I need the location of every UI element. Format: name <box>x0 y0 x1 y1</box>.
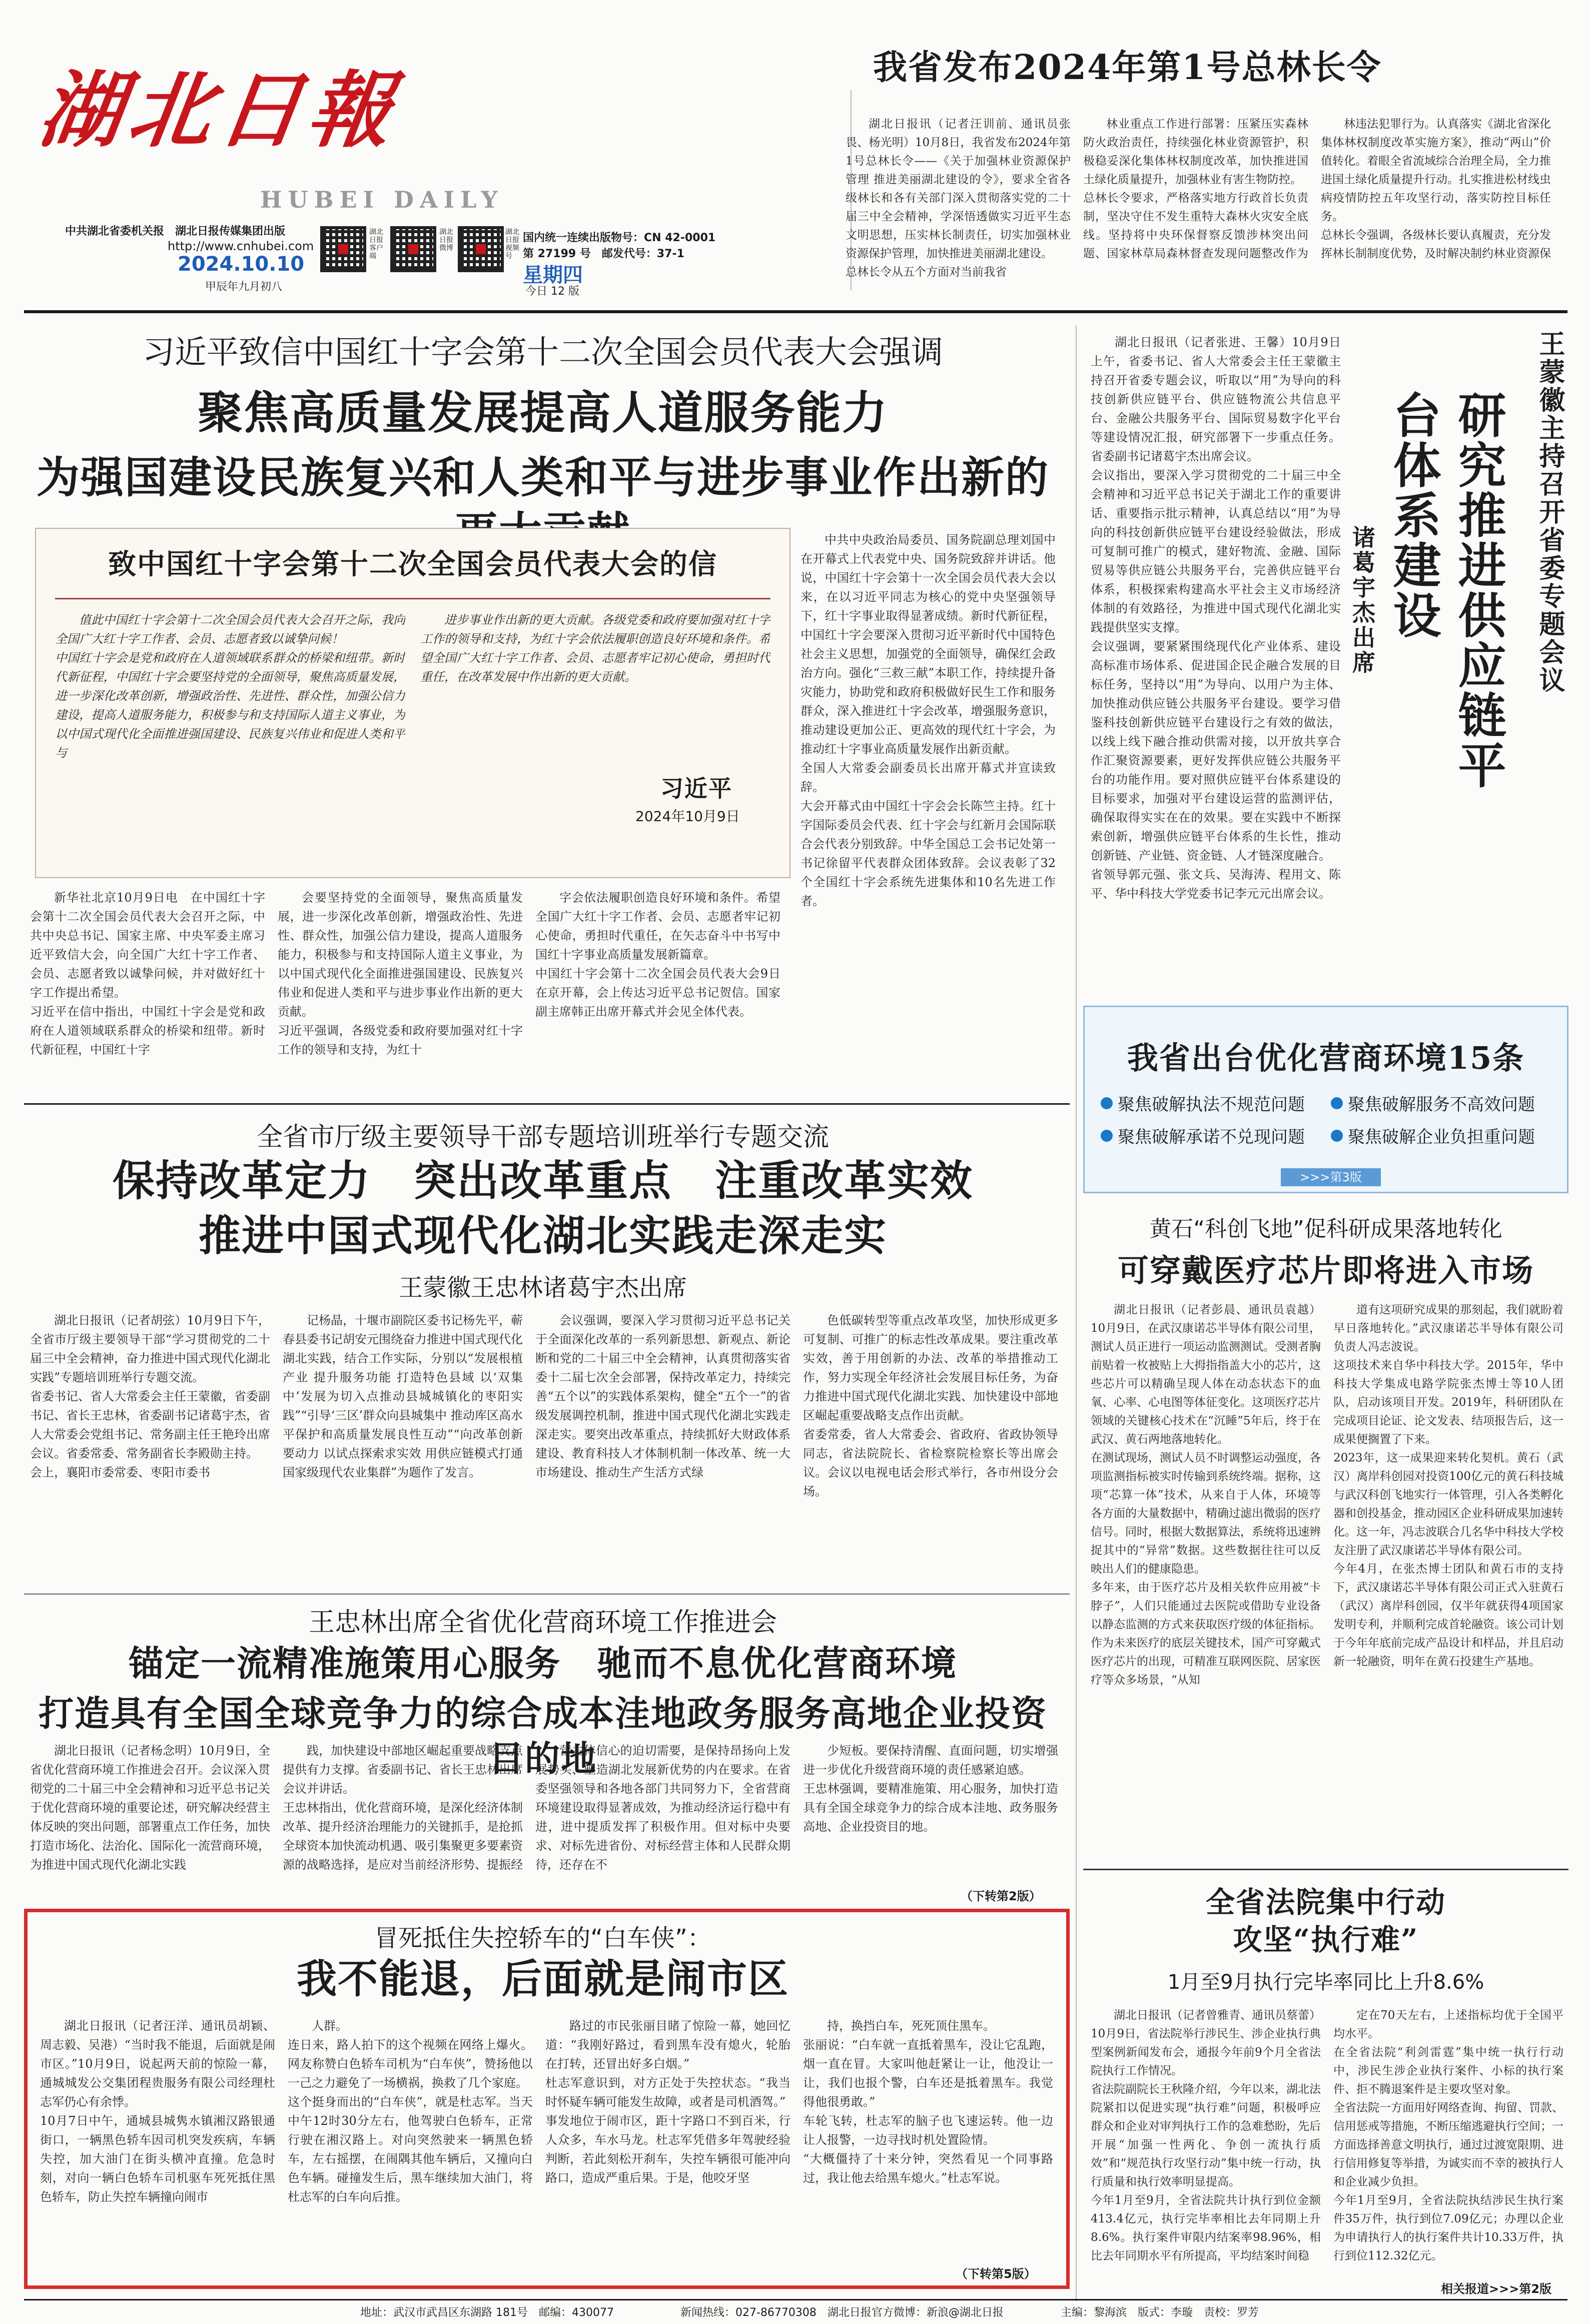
letter-signature: 习近平 <box>660 775 732 802</box>
meeting-col-2: 践，加快建设中部地区崛起重要战略支点提供有力支撑。省委副书记、省长王忠林出席会议并讲话。 王忠林指出，优化营商环境，是深化经济体制改革、提升经济治理能力的关键抓手，是抢抓全球资本加快流动机遇、吸引集聚更多要素资源的战略选择，是应对当前经济形势、提振经 <box>283 1744 523 1872</box>
cadre-col-4: 色低碳转型等重点改革攻坚，加快形成更多可复制、可推广的标志性改革成果。要注重改革实效，善于用创新的办法、改革的举措推动工作，努力实现全年经济社会发展目标任务，为奋力推进中国式现代化湖北实践、加快建设中部地区崛起重要战略支点作出贡献。 省委常委，省人大常委会、省政府、省政协领导同志，省法院院长、省检察院检察长等出席会议。会议以电视电话会形式举行，各市州设分会场。 <box>803 1313 1058 1498</box>
lead-headline-1: 聚焦高质量发展提高人道服务能力 <box>198 386 888 439</box>
meeting-headline-2: 打造具有全国全球竞争力的综合成本洼地政务服务高地企业投资目的地 <box>39 1693 1047 1779</box>
forest-col-1: 湖北日报讯（记者汪训前、通讯员张畏、杨光明）10月8日，我省发布2024年第1号总林长令——《关于加强林业资源保护管理 推进美丽湖北建设的令》，要求全省各级林长和各有关部门深入贯彻落实党的二十届三中全会精神，学深悟透做实习近平生态文明思想，压实林长制责任，切实加强林业资源保护管理，加快推进美丽湖北建设。 总林长令从五个方面对当前我省 <box>846 118 1071 279</box>
footer-hotline: 新闻热线：027-86770308 湖北日报官方微博：新浪@湖北日报 <box>680 2306 1004 2319</box>
xinhua-col-1: 新华社北京10月9日电 在中国红十字会第十二次全国会员代表大会召开之际，中共中央总书记、国家主席、中央军委主席习近平致信大会，向全国广大红十字工作者、会员、志愿者致以诚挚问候，并对做好红十字工作提出希望。 习近平在信中指出，中国红十字会是党和政府在人道领域联系群众的桥梁和纽带。新时代新征程，中国红十字 <box>30 891 265 1057</box>
qr-code-2[interactable] <box>390 226 436 272</box>
bullet-icon <box>1101 1097 1113 1109</box>
forest-headline: 我省发布2024年第1号总林长令 <box>873 48 1382 88</box>
business-jump[interactable]: >>>第3版 <box>1281 1168 1381 1186</box>
bullet-icon <box>1331 1130 1343 1142</box>
letter-date: 2024年10月9日 <box>635 808 740 825</box>
masthead-url[interactable]: http://www.cnhubei.com <box>168 239 314 253</box>
footer-address: 地址：武汉市武昌区东湖路 181号 邮编：430077 <box>360 2306 614 2319</box>
masthead-logo: 湖北日報 <box>33 62 405 159</box>
masthead-org: 中共湖北省委机关报 湖北日报传媒集团出版 <box>65 225 286 238</box>
bullet-icon <box>1331 1097 1343 1109</box>
meeting-headline-1: 锚定一流精准施策用心服务 驰而不息优化营商环境 <box>129 1643 957 1684</box>
xinhua-col-2: 会要坚持党的全面领导，聚焦高质量发展，进一步深化改革创新，增强政治性、先进性、群众性，加强公信力建设，提高人道服务能力，积极参与和支持国际人道主义事业，为以中国式现代化全面推进强国建设、民族复兴伟业和促进人类和平与进步事业作出新的更大贡献。 习近平强调，各级党委和政府要加强对红十字工作的领导和支持，为红十 <box>278 891 523 1057</box>
hero-col-4: 持，换挡白车，死死顶住黑车。 张丽说：“白车就一直抵着黑车，没让它乱跑，烟一直在冒。大家叫他赶紧让一让，他没让一让，我们也报个警，白车还是抵着黑车。我觉得他很勇敢。” 车轮飞转，杜志军的脑子也飞速运转。他一边让人报警，一边寻找时机处置险情。 “大概僵持了十来分钟，突然看见一个同事路过，我让他去给黑车熄火。”杜志军说。 <box>803 2019 1053 2185</box>
forest-col-3: 林违法犯罪行为。认真落实《湖北省深化集体林权制度改革实施方案》，推动“两山”价值转化。着眼全省流域综合治理全局，全力推进国土绿化质量提升行动。扎实推进松材线虫病疫情防控五年攻坚行动，落实防控目标任务。 总林长令强调，各级林长要认真履责，充分发挥林长制制度优势，及时解决制约林业资源保 <box>1321 118 1551 260</box>
supply-body: 湖北日报讯（记者张进、王馨）10月9日上午，省委书记、省人大常委会主任王蒙徽主持召开省委专题会议，听取以“用”为导向的科技创新供应链平台、供应链物流公共信息平台、金融公共服务平台、国际贸易数字化平台等建设情况汇报，研究部署下一步重点任务。省委副书记诸葛宇杰出席会议。 会议指出，要深入学习贯彻党的二十届三中全会精神和习近平总书记关于湖北工作的重要讲话、重要指示批示精神，认真总结以“用”为导向的科技创新供应链平台建设经验做法，形成可复制可推广的模式，建好物流、金融、国际贸易等供应链公共服务平台，完善供应链平台体系，积极探索构建高水平社会主义市场经济体制的有效路径，为推进中国式现代化湖北实践提供坚实支撑。 会议强调，要紧紧围绕现代化产业体系、建设高标准市场体系、促进国企民企融合发展的目标任务，坚持以“用”为导向、以用户为主体、加快推动供应链公共服务平台建设。要学习借鉴科技创新供应链平台建设行之有效的做法，以线上线下融合推动供需对接，以开放共享合作汇聚资源要素，更好发挥供应链公共服务平台的功能作用。要对照供应链平台体系建设的目标要求，加强对平台建设运营的监测评估，确保取得实实在在的效果。要在实践中不断探索创新，增强供应链平台体系的生长性，推动创新链、产业链、资金链、人才链深度融合。 省领导郭元强、张文兵、吴海涛、程用文、陈平、华中科技大学党委书记李元元出席会议。 <box>1091 335 1341 901</box>
supply-kicker: 王蒙徽主持召开省委专题会议 <box>1534 330 1564 694</box>
hero-col-2: 人群。 连日来，路人拍下的这个视频在网络上爆火。网友称赞白色轿车司机为“白车侠”，赞扬他以一己之力避免了一场横祸，换救了几个家庭。 这个挺身而出的“白车侠”，就是杜志军。当天中午12时30分左右，他驾驶白色轿车，正常行驶在湘汉路上。对向突然驶来一辆黑色轿车，左右摇摆，在闹隅其他车辆后，又撞向白色车辆。碰撞发生后，黑车继续加大油门，将杜志军的白车向后推。 <box>288 2019 533 2204</box>
qr-label-1: 湖北日报客户端 <box>369 228 383 260</box>
forest-col-2: 林业重点工作进行部署：压紧压实森林防火政治责任，持续强化林业资源管护，积极稳妥深化集体林权制度改革，加快推进国土绿化质量提升，加强林业有害生物防控。 总林长令要求，严格落实地方行政首长负责制，坚决守住不发生重特大森林火灾安全底线。坚持将中央环保督察反馈涉林突出问题、国家林草局森林督查发现问题整改作为 <box>1083 118 1308 260</box>
letter-body-col-2: 进步事业作出新的更大贡献。各级党委和政府要加强对红十字工作的领导和支持，为红十字会依法履职创造良好环境和条件。希望全国广大红十字工作者、会员、志愿者牢记初心使命，勇担时代重任，在改革发展中作出新的更大贡献。 <box>420 613 770 684</box>
hero-jump[interactable]: （下转第5版） <box>956 2267 1036 2281</box>
hero-col-3: 路过的市民张丽目睹了惊险一幕，她回忆道：“我刚好路过，看到黑车没有熄火，轮胎在打转，还冒出好多白烟。” 杜志军意识到，对方正处于失控状态。“我当时怀疑车辆可能发生故障，或者是司机酒驾。” 事发地位于闹市区，距十字路口不到百米，行人众多，车水马龙。杜志军凭借多年驾驶经验判断，若此刻松开刹车，失控车辆很可能冲向路口，造成严重后果。于是，他咬牙坚 <box>545 2019 790 2185</box>
bullet-icon <box>1101 1130 1113 1142</box>
business-item-3[interactable]: 聚焦破解承诺不兑现问题 <box>1101 1123 1305 1148</box>
qr-label-2: 湖北日报微博 <box>439 228 453 252</box>
cadre-headline-2: 推进中国式现代化湖北实践走深走实 <box>198 1211 887 1260</box>
meeting-kicker: 王忠林出席全省优化营商环境工作推进会 <box>308 1608 777 1638</box>
xinhua-col-3: 字会依法履职创造良好环境和条件。希望全国广大红十字工作者、会员、志愿者牢记初心使命，勇担时代重任，在矢志奋斗中书写中国红十字事业高质量发展新篇章。 中国红十字会第十二次全国会员代表大会9日在京开幕，会上传达习近平总书记贺信。国家副主席韩正出席开幕式并会见全体代表。 <box>535 891 780 1019</box>
masthead-serial: 第 27199 号 邮发代号：37-1 <box>523 248 684 260</box>
cadre-sub: 王蒙徽王忠林诸葛宇杰出席 <box>398 1274 687 1302</box>
meeting-col-1: 湖北日报讯（记者杨念明）10月9日，全省优化营商环境工作推进会召开。会议深入贯彻党的二十届三中全会精神和习近平总书记关于优化营商环境的重要论述，研究解决经营主体反映的突出问题，部署重点工作任务，加快打造市场化、法治化、国际化一流营商环境，为推进中国式现代化湖北实践 <box>30 1744 270 1872</box>
letter-title-rule <box>55 598 770 599</box>
court-sub: 1月至9月执行完毕率同比上升8.6% <box>1167 1971 1484 1994</box>
business-item-1[interactable]: 聚焦破解执法不规范问题 <box>1101 1091 1305 1115</box>
letter-body-col-1: 值此中国红十字会第十二次全国会员代表大会召开之际，我向全国广大红十字工作者、会员、志愿者致以诚挚问候！ 中国红十字会是党和政府在人道领域联系群众的桥梁和纽带。新时代新征程，中国红十字会要坚持党的全面领导，聚焦高质量发展，进一步深化改革创新，增强政治性、先进性、群众性，加强公信力建设，提高人道服务能力，积极参与和支持国际人道主义事业，为以中国式现代化全面推进强国建设、民族复兴伟业和促进人类和平与 <box>55 613 405 760</box>
cadre-col-2: 记杨晶，十堰市副院区委书记杨先平，蕲春县委书记胡安元围绕奋力推进中国式现代化湖北实践，结合工作实际，分别以“发展根植产业 提升服务功能 打造特色县域 以‘双集中’发展为切入点推动县城城镇化的枣阳实践”“引导‘三区’群众向县城集中 推动库区高水平保护和高质量发展良性互动”“向改革创新要动力 以试点探索求实效 用供应链模式打通国家级现代农业集群”为题作了发言。 <box>283 1313 523 1479</box>
letter-title: 致中国红十字会第十二次全国会员代表大会的信 <box>108 548 717 581</box>
meeting-jump[interactable]: （下转第2版） <box>961 1889 1041 1903</box>
cadre-kicker: 全省市厅级主要领导干部专题培训班举行专题交流 <box>256 1122 829 1152</box>
rule-court <box>1083 1869 1568 1870</box>
meeting-col-4: 少短板。要保持清醒、直面问题，切实增强进一步优化升级营商环境的责任感紧迫感。 王忠林强调，要精准施策、用心服务，加快打造具有全国全球竞争力的综合成本洼地、政务服务高地、企业投资目的地。 <box>803 1744 1058 1834</box>
rule-cadre <box>24 1103 1070 1105</box>
cadre-col-1: 湖北日报讯（记者胡弦）10月9日下午，全省市厅级主要领导干部“学习贯彻党的二十届三中全会精神，奋力推进中国式现代化湖北实践”专题培训班举行专题交流。 省委书记、省人大常委会主任王蒙徽，省委副书记、省长王忠林，省委副书记诸葛宇杰，省人大常委会党组书记、常务副主任王艳玲出席会议。省委常委、常务副省长李殿勋主持。 会上，襄阳市委常委、枣阳市委书 <box>30 1313 270 1479</box>
court-headline-2: 攻坚“执行难” <box>1233 1923 1419 1957</box>
chip-col-1: 湖北日报讯（记者彭晨、通讯员袁越）10月9日，在武汉康诺芯半导体有限公司里，测试人员正进行一项运动监测测试。受测者胸前贴着一枚被贴上大拇指指盖大小的芯片，这些芯片可以精确呈现人体在动态状态下的血氧、心率、心电图等体征变化。这项医疗芯片领域的关键核心技术在“沉睡”5年后，终于在武汉、黄石两地落地转化。 在测试现场，测试人员不时调整运动强度，各项监测指标被实时传输到系统终端。据称，这项“芯算一体”技术，从来自于人体，环境等各方面的大量数据中，精确过滤出微弱的医疗信号。同时，根据大数据算法，系统将迅速辨捉其中的“异常”数据。这些数据往往可以反映出人们的健康隐患。 多年来，由于医疗芯片及相关软件应用被“卡脖子”，人们只能通过去医院或借助专业设备以静态监测的方式来获取医疗级的体征指标。作为未来医疗的底层关键技术，国产可穿戴式医疗芯片的出现，可精准互联网医院、居家医疗等众多场景，“从知 <box>1091 1303 1321 1687</box>
lead-kicker: 习近平致信中国红十字会第十二次全国会员代表大会强调 <box>143 334 943 371</box>
masthead-edition: 今日 12 版 <box>525 285 579 298</box>
qr-label-3: 湖北日报视频号 <box>505 228 519 260</box>
rule-meeting <box>24 1594 1070 1595</box>
cadre-headline-1: 保持改革定力 突出改革重点 注重改革实效 <box>112 1156 973 1205</box>
lead-headline-2: 为强国建设民族复兴和人类和平与进步事业作出新的 <box>37 452 1049 503</box>
right-col-divider <box>1076 325 1077 2301</box>
supply-headline: 研究推进供应链平台体系建设 <box>1385 390 1507 791</box>
xinhua-col-4: 中共中央政治局委员、国务院副总理刘国中在开幕式上代表党中央、国务院致辞并讲话。他说，中国红十字会第十一次全国会员代表大会以来，在以习近平同志为核心的党中央坚强领导下，红十字事业取得显著成绩。新时代新征程，中国红十字会要深入贯彻习近平新时代中国特色社会主义思想，加强党的全面领导，确保红会政治方向。强化“三救三献”本职工作，持续提升备灾能力，协助党和政府积极做好民生工作和服务群众，深入推进红十字会改革，增强服务意识，推动建设更加公正、更高效的现代红十字会，为推动红十字事业高质量发展作出新贡献。 全国人大常委会副委员长出席开幕式并宣读致辞。 大会开幕式由中国红十字会会长陈竺主持。红十字国际委员会代表、红十字会与红新月会国际联合会代表分别致辞。中华全国总工会书记处第一书记徐留平代表群众团体致辞。会议表彰了32个全国红十字会系统先进集体和10名先进工作者。 <box>801 533 1056 908</box>
business-item-2[interactable]: 聚焦破解服务不高效问题 <box>1331 1091 1535 1115</box>
court-col-1: 湖北日报讯（记者曾雅青、通讯员蔡蕾）10月9日，省法院举行涉民生、涉企业执行典型案例新闻发布会，通报今年前9个月全省法院执行工作情况。 省法院副院长王秋隆介绍，今年以来，湖北法院紧扣以促进实现“执行难”问题，积极呼应群众和企业对审判执行工作的急难愁盼，先后开展“加强一性两化、争创一流执行质效”和“规范执行攻坚行动”集中统一行动，执行质量和执行效率明显提高。 今年1月至9月，全省法院共计执行到位金额413.4亿元，执行完毕率相比去年同期上升8.6%。执行案件审限内结案率98.96%，相比去年同期水平有所提高，平均结案时间稳 <box>1091 2009 1321 2262</box>
qr-code-3[interactable] <box>458 226 504 272</box>
chip-headline: 可穿戴医疗芯片即将进入市场 <box>1117 1252 1534 1289</box>
masthead-weekday: 星期四 <box>523 264 583 287</box>
business-item-4[interactable]: 聚焦破解企业负担重问题 <box>1331 1123 1535 1148</box>
cadre-col-3: 会议强调，要深入学习贯彻习近平总书记关于全面深化改革的一系列新思想、新观点、新论断和党的二十届三中全会精神，认真贯彻落实省委十二届七次全会部署，保持改革定力，持续完善“五个以”的实践体系架构，健全“五个一”的省级发展调控机制，推进中国式现代化湖北实践走深走实。要突出改革重点，持续抓好大财政体系建设、教育科技人才体制机制一体改革、统一大市场建设、推动生产生活方式绿 <box>535 1313 790 1479</box>
hero-kicker: 冒死抵住失控轿车的“白车侠”： <box>374 1924 711 1952</box>
supply-sub: 诸葛宇杰出席 <box>1349 525 1376 675</box>
masthead-subtitle: HUBEI DAILY <box>260 186 504 213</box>
court-jump[interactable]: 相关报道>>>第2版 <box>1441 2282 1552 2296</box>
chip-col-2: 道有这项研究成果的那刻起，我们就盼着早日落地转化。”武汉康诺芯半导体有限公司负责人冯志波说。 这项技术来自华中科技大学。2015年，华中科技大学集成电路学院张杰博士等10人团队，启动该项目开发。2019年，科研团队在完成项目论证、论文发表、结项报告后，这一成果便搁置了下来。 2023年，这一成果迎来转化契机。黄石（武汉）离岸科创园对投资100亿元的黄石科技城与武汉科创飞地实行一体管理，引入各类孵化器和创投基金，推动园区企业科研成果加速转化。这一年，冯志波联合几名华中科技大学校友注册了武汉康诺芯半导体有限公司。 今年4月，在张杰博士团队和黄石市的支持下，武汉康诺芯半导体有限公司正式入驻黄石（武汉）离岸科创园，仅半年就获得4项国家发明专利，并顺利完成首轮融资。该公司计划于今年年底前完成产品设计和样品，并且启动新一轮融资，明年在黄石投建生产基地。 <box>1333 1303 1563 1668</box>
footer-editors: 主编：黎海滨 版式：李璇 责校：罗芳 <box>1061 2306 1259 2319</box>
business-title: 我省出台优化营商环境15条 <box>1127 1040 1525 1076</box>
court-headline-1: 全省法院集中行动 <box>1205 1885 1446 1919</box>
masthead-date: 2024.10.10 <box>178 253 305 276</box>
qr-code-1[interactable] <box>320 226 366 272</box>
masthead-lunar: 甲辰年九月初八 <box>205 281 283 293</box>
masthead-cn: 国内统一连续出版物号：CN 42-0001 <box>523 232 716 244</box>
hero-col-1: 湖北日报讯（记者汪洋、通讯员胡颖、周志毅、吴港）“当时我不能退，后面就是闹市区。”10月9日，说起两天前的惊险一幕，通城城发公交集团程贵服务有限公司经理杜志军仍心有余悸。 10月7日中午，通城县城隽水镇湘汉路银通街口，一辆黑色轿车因司机突发疾病，车辆失控，加大油门在街头横冲直撞。危急时刻，对向一辆白色轿车司机驱车死死抵住黑色轿车，防止失控车辆撞向闹市 <box>40 2019 275 2204</box>
chip-kicker: 黄石“科创飞地”促科研成果落地转化 <box>1149 1216 1502 1242</box>
meeting-col-3: 营主体信心的迫切需要，是保持昂扬向上发展势头、塑造湖北发展新优势的内在要求。在省委坚强领导和各地各部门共同努力下，全省营商环境建设取得显著成效，为推动经济运行稳中有进，进中提质发挥了积极作用。但对标中央要求、对标先进省份、对标经营主体和人民群众期待，还存在不 <box>535 1744 790 1872</box>
rule-footer <box>24 2299 1567 2300</box>
hero-headline: 我不能退，后面就是闹市区 <box>297 1955 789 2002</box>
rule-top <box>24 310 1567 313</box>
court-col-2: 定在70天左右，上述指标均优于全国平均水平。 在全省法院“利剑雷霆”集中统一执行行动中，涉民生涉企业执行案件、小标的执行案件、拒不腾退案件是主要攻坚对象。 全省法院一方面用好网络查询、拘留、罚款、信用惩戒等措施，不断压缩逃避执行空间；一方面选择善意文明执行，通过过渡宽限期、进行信用修复等举措，为诚实而不幸的被执行人和企业减少负担。 今年1月至9月，全省法院执结涉民生执行案件35万件，执行到位7.09亿元；办理以企业为申请执行人的执行案件共计10.33万件，执行到位112.32亿元。 <box>1333 2009 1563 2262</box>
